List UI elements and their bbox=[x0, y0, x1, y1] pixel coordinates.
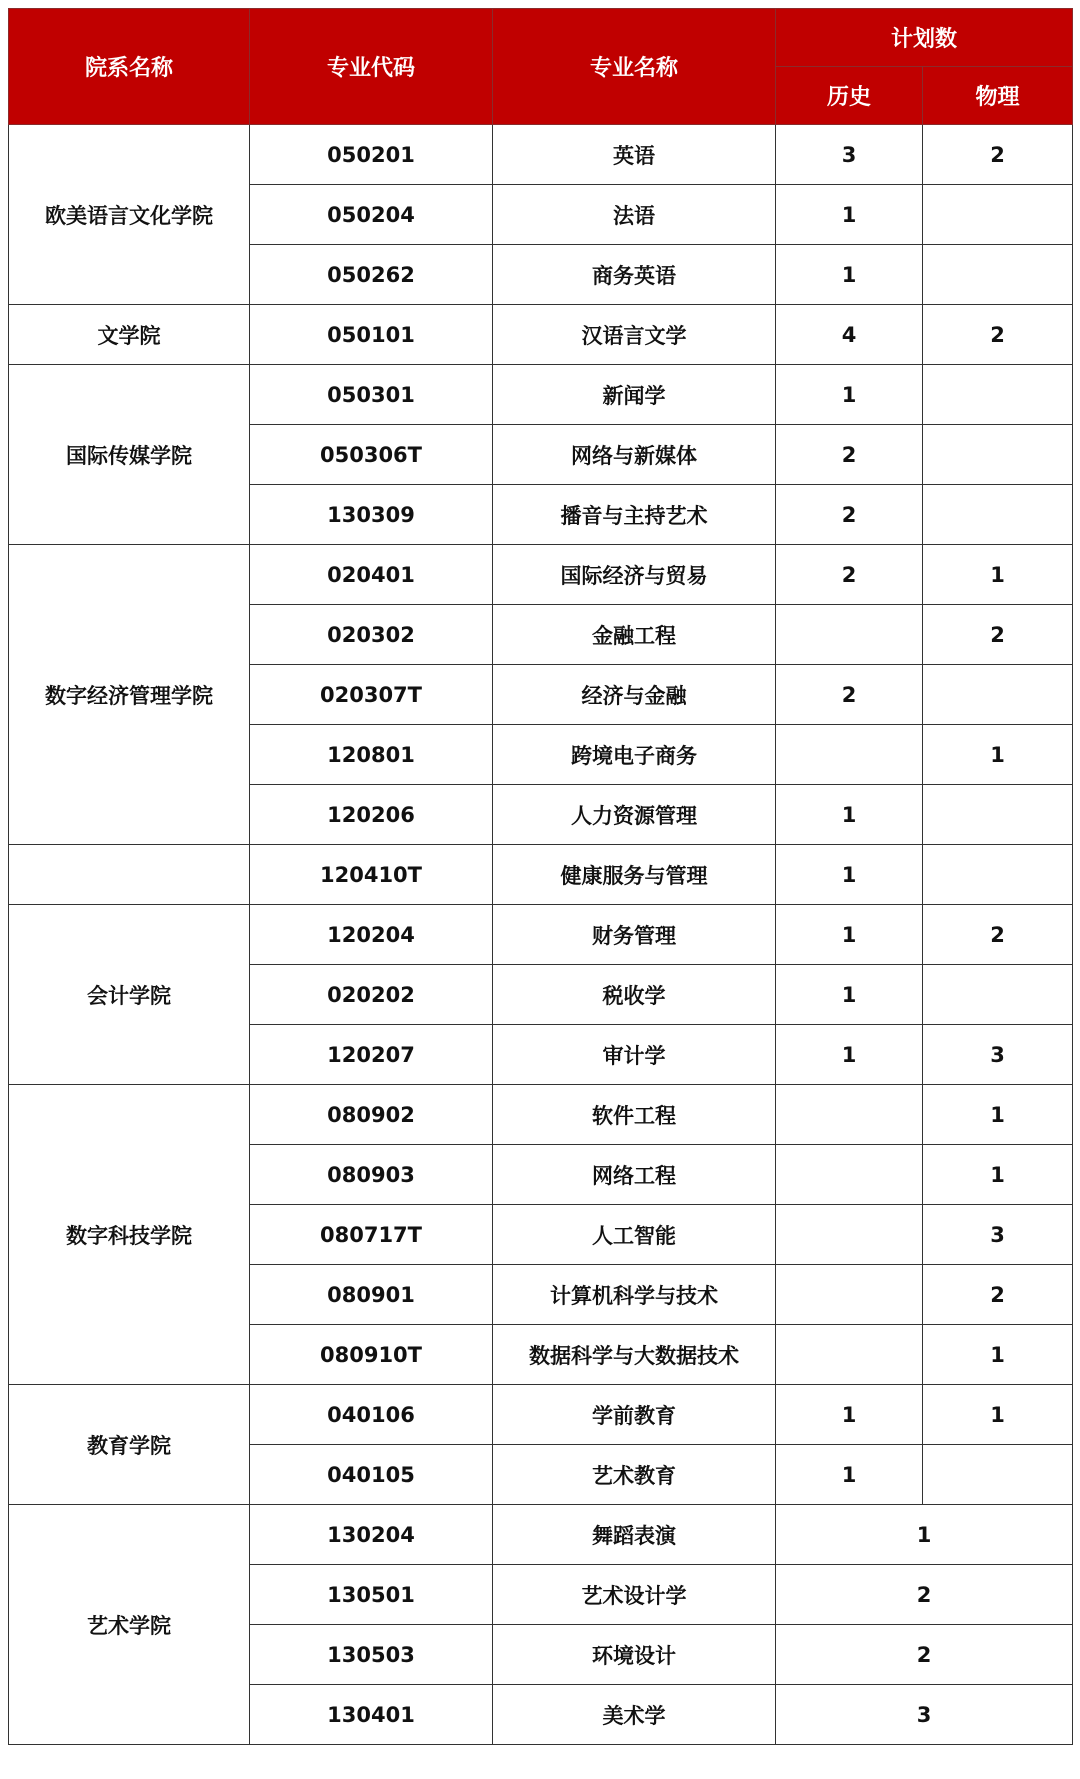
dept-cell: 会计学院 bbox=[9, 905, 250, 1085]
physics-count-cell: 1 bbox=[923, 1325, 1073, 1385]
major-code-cell: 050301 bbox=[250, 365, 493, 425]
history-count-cell: 4 bbox=[776, 305, 923, 365]
table-row bbox=[9, 845, 1073, 905]
physics-count-cell: 3 bbox=[923, 1025, 1073, 1085]
dept-cell: 艺术学院 bbox=[9, 1505, 250, 1745]
physics-count-cell bbox=[923, 485, 1073, 545]
major-code-cell: 020401 bbox=[250, 545, 493, 605]
table-row bbox=[9, 1085, 1073, 1145]
dept-cell: 数字经济管理学院 bbox=[9, 545, 250, 845]
major-code-cell: 080903 bbox=[250, 1145, 493, 1205]
table-row bbox=[9, 545, 1073, 605]
major-code-cell: 080717T bbox=[250, 1205, 493, 1265]
major-code-cell: 120410T bbox=[250, 845, 493, 905]
dept-cell: 国际传媒学院 bbox=[9, 365, 250, 545]
physics-count-cell bbox=[923, 845, 1073, 905]
physics-count-cell: 1 bbox=[923, 1085, 1073, 1145]
physics-count-cell: 1 bbox=[923, 1385, 1073, 1445]
history-count-cell bbox=[776, 1265, 923, 1325]
plan-count-cell: 1 bbox=[776, 1505, 1073, 1565]
table-row bbox=[9, 1505, 1073, 1565]
physics-count-cell bbox=[923, 785, 1073, 845]
history-count-cell: 1 bbox=[776, 845, 923, 905]
major-name-cell: 经济与金融 bbox=[493, 665, 776, 725]
enrollment-plan-table bbox=[8, 8, 1073, 1745]
history-count-cell: 1 bbox=[776, 245, 923, 305]
history-count-cell: 1 bbox=[776, 185, 923, 245]
major-name-cell: 法语 bbox=[493, 185, 776, 245]
major-name-cell: 商务英语 bbox=[493, 245, 776, 305]
history-count-cell bbox=[776, 725, 923, 785]
physics-count-cell: 3 bbox=[923, 1205, 1073, 1265]
header-plan: 计划数 bbox=[776, 9, 1073, 67]
history-count-cell bbox=[776, 1325, 923, 1385]
major-name-cell: 计算机科学与技术 bbox=[493, 1265, 776, 1325]
major-name-cell: 人力资源管理 bbox=[493, 785, 776, 845]
table-row bbox=[9, 1385, 1073, 1445]
major-name-cell: 汉语言文学 bbox=[493, 305, 776, 365]
history-count-cell: 2 bbox=[776, 665, 923, 725]
major-name-cell: 新闻学 bbox=[493, 365, 776, 425]
major-name-cell: 金融工程 bbox=[493, 605, 776, 665]
physics-count-cell bbox=[923, 965, 1073, 1025]
major-name-cell: 舞蹈表演 bbox=[493, 1505, 776, 1565]
table-row bbox=[9, 365, 1073, 425]
physics-count-cell: 2 bbox=[923, 305, 1073, 365]
physics-count-cell: 2 bbox=[923, 905, 1073, 965]
table-row bbox=[9, 905, 1073, 965]
table-row bbox=[9, 305, 1073, 365]
major-name-cell: 国际经济与贸易 bbox=[493, 545, 776, 605]
history-count-cell: 3 bbox=[776, 125, 923, 185]
major-code-cell: 020202 bbox=[250, 965, 493, 1025]
physics-count-cell: 1 bbox=[923, 545, 1073, 605]
table-header bbox=[9, 9, 1073, 125]
major-code-cell: 040106 bbox=[250, 1385, 493, 1445]
physics-count-cell: 2 bbox=[923, 125, 1073, 185]
physics-count-cell: 2 bbox=[923, 1265, 1073, 1325]
physics-count-cell: 1 bbox=[923, 725, 1073, 785]
major-name-cell: 学前教育 bbox=[493, 1385, 776, 1445]
history-count-cell: 1 bbox=[776, 785, 923, 845]
history-count-cell: 1 bbox=[776, 905, 923, 965]
history-count-cell: 1 bbox=[776, 965, 923, 1025]
history-count-cell: 2 bbox=[776, 545, 923, 605]
header-history: 历史 bbox=[776, 67, 923, 125]
major-code-cell: 020307T bbox=[250, 665, 493, 725]
major-name-cell: 英语 bbox=[493, 125, 776, 185]
dept-cell bbox=[9, 845, 250, 905]
major-code-cell: 120801 bbox=[250, 725, 493, 785]
major-name-cell: 数据科学与大数据技术 bbox=[493, 1325, 776, 1385]
history-count-cell: 2 bbox=[776, 425, 923, 485]
major-name-cell: 人工智能 bbox=[493, 1205, 776, 1265]
major-name-cell: 美术学 bbox=[493, 1685, 776, 1745]
major-code-cell: 120204 bbox=[250, 905, 493, 965]
major-code-cell: 130503 bbox=[250, 1625, 493, 1685]
plan-count-cell: 2 bbox=[776, 1625, 1073, 1685]
physics-count-cell: 2 bbox=[923, 605, 1073, 665]
history-count-cell: 1 bbox=[776, 1445, 923, 1505]
header-code: 专业代码 bbox=[250, 9, 493, 125]
major-code-cell: 050306T bbox=[250, 425, 493, 485]
major-name-cell: 健康服务与管理 bbox=[493, 845, 776, 905]
plan-count-cell: 3 bbox=[776, 1685, 1073, 1745]
major-code-cell: 050262 bbox=[250, 245, 493, 305]
major-name-cell: 环境设计 bbox=[493, 1625, 776, 1685]
history-count-cell bbox=[776, 1145, 923, 1205]
major-code-cell: 120206 bbox=[250, 785, 493, 845]
major-name-cell: 财务管理 bbox=[493, 905, 776, 965]
history-count-cell bbox=[776, 1085, 923, 1145]
major-code-cell: 130501 bbox=[250, 1565, 493, 1625]
major-code-cell: 130401 bbox=[250, 1685, 493, 1745]
major-code-cell: 130204 bbox=[250, 1505, 493, 1565]
major-name-cell: 网络工程 bbox=[493, 1145, 776, 1205]
major-code-cell: 050204 bbox=[250, 185, 493, 245]
header-name: 专业名称 bbox=[493, 9, 776, 125]
header-dept: 院系名称 bbox=[9, 9, 250, 125]
major-code-cell: 040105 bbox=[250, 1445, 493, 1505]
major-code-cell: 080901 bbox=[250, 1265, 493, 1325]
history-count-cell: 2 bbox=[776, 485, 923, 545]
major-code-cell: 050101 bbox=[250, 305, 493, 365]
dept-cell: 教育学院 bbox=[9, 1385, 250, 1505]
physics-count-cell bbox=[923, 365, 1073, 425]
major-code-cell: 080902 bbox=[250, 1085, 493, 1145]
plan-count-cell: 2 bbox=[776, 1565, 1073, 1625]
major-code-cell: 130309 bbox=[250, 485, 493, 545]
major-name-cell: 审计学 bbox=[493, 1025, 776, 1085]
major-name-cell: 税收学 bbox=[493, 965, 776, 1025]
history-count-cell: 1 bbox=[776, 1025, 923, 1085]
dept-cell: 文学院 bbox=[9, 305, 250, 365]
physics-count-cell bbox=[923, 425, 1073, 485]
table-body bbox=[9, 125, 1073, 1745]
major-code-cell: 050201 bbox=[250, 125, 493, 185]
history-count-cell: 1 bbox=[776, 1385, 923, 1445]
major-code-cell: 120207 bbox=[250, 1025, 493, 1085]
dept-cell: 数字科技学院 bbox=[9, 1085, 250, 1385]
history-count-cell bbox=[776, 1205, 923, 1265]
physics-count-cell bbox=[923, 1445, 1073, 1505]
major-code-cell: 080910T bbox=[250, 1325, 493, 1385]
physics-count-cell bbox=[923, 245, 1073, 305]
history-count-cell: 1 bbox=[776, 365, 923, 425]
table-row bbox=[9, 125, 1073, 185]
header-physics: 物理 bbox=[923, 67, 1073, 125]
physics-count-cell bbox=[923, 185, 1073, 245]
major-name-cell: 艺术教育 bbox=[493, 1445, 776, 1505]
major-name-cell: 播音与主持艺术 bbox=[493, 485, 776, 545]
major-name-cell: 网络与新媒体 bbox=[493, 425, 776, 485]
physics-count-cell bbox=[923, 665, 1073, 725]
physics-count-cell: 1 bbox=[923, 1145, 1073, 1205]
dept-cell: 欧美语言文化学院 bbox=[9, 125, 250, 305]
major-name-cell: 跨境电子商务 bbox=[493, 725, 776, 785]
history-count-cell bbox=[776, 605, 923, 665]
major-name-cell: 艺术设计学 bbox=[493, 1565, 776, 1625]
major-code-cell: 020302 bbox=[250, 605, 493, 665]
major-name-cell: 软件工程 bbox=[493, 1085, 776, 1145]
